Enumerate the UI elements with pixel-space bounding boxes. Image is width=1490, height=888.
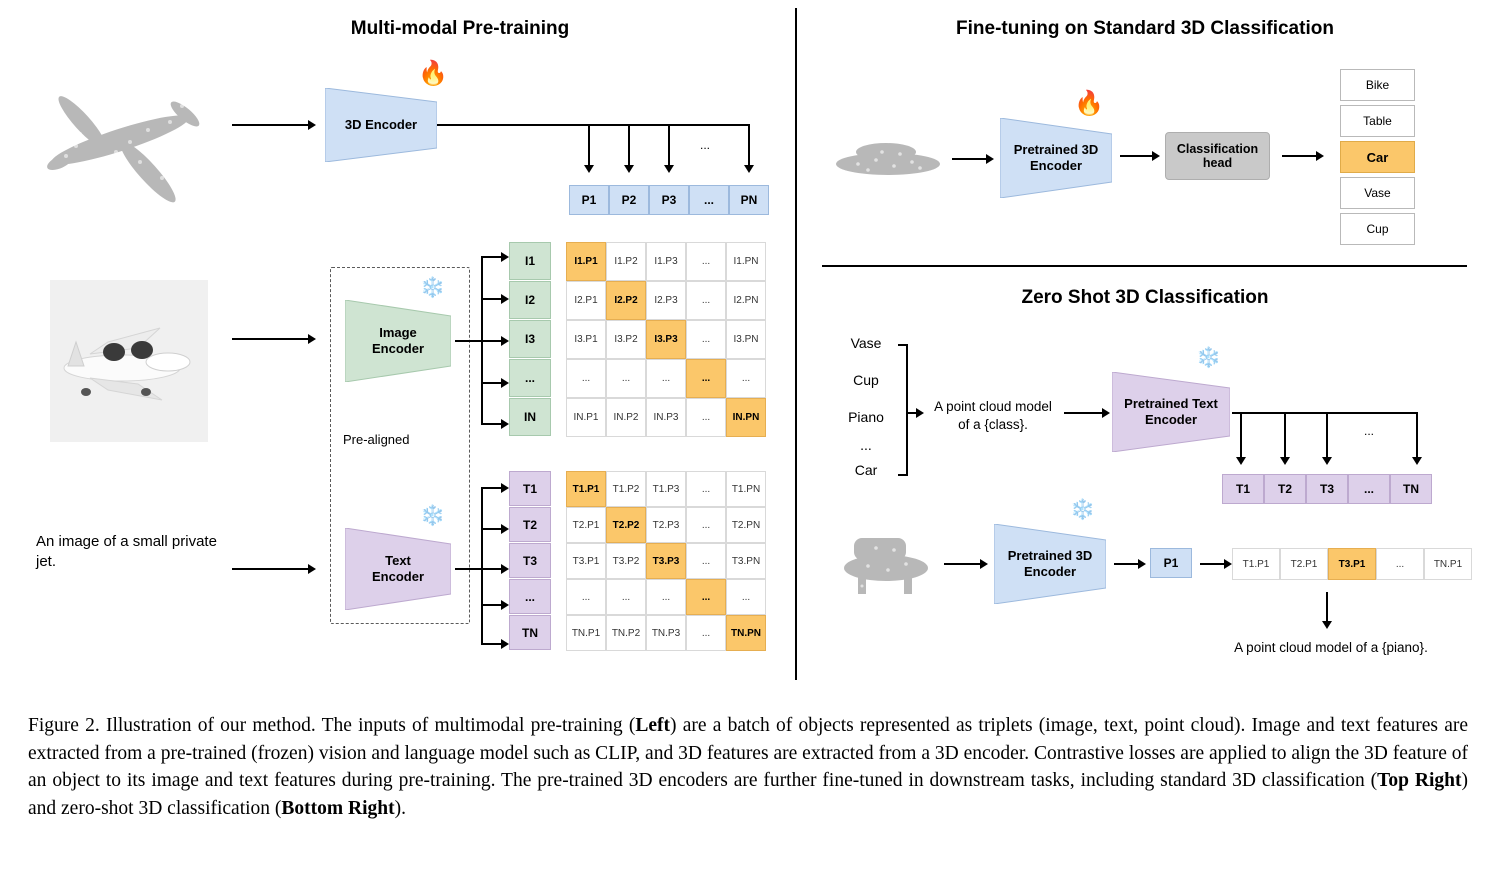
encoder-3d-label: 3D Encoder	[344, 117, 418, 133]
zs-token-dots: ...	[1364, 424, 1375, 438]
classification-head	[1165, 132, 1270, 180]
panel-horizontal-divider	[822, 265, 1467, 267]
pretrained-text-encoder-label: Pretrained Text Encoder	[1124, 396, 1218, 427]
text-point-cell: T3.P1	[566, 543, 606, 579]
class-item-vase[interactable]: Vase	[1340, 177, 1415, 209]
caption-part1: Figure 2. Illustration of our method. The inputs of multimodal pre-training (	[28, 715, 636, 736]
pretrained-3d-encoder-zs	[994, 524, 1106, 604]
branch-i1	[481, 256, 503, 258]
branch-t2	[481, 528, 503, 530]
snowflake-icon-text-encoder-zs: ❄️	[1196, 347, 1221, 369]
pretrained-3d-encoder-label-topright: Pretrained 3D Encoder	[1013, 142, 1099, 173]
branch-i3	[481, 340, 503, 342]
class-item-table[interactable]: Table	[1340, 105, 1415, 137]
image-point-cell: ...	[646, 359, 686, 398]
zeroshot-sim-cell: T3.P1	[1328, 548, 1376, 580]
arrow-car-to-encoder	[952, 158, 988, 160]
image-point-cell: IN.P3	[646, 398, 686, 437]
token-pn: PN	[729, 185, 769, 215]
arrowhead	[501, 600, 509, 610]
snowflake-icon-3d-encoder-zs: ❄️	[1070, 499, 1095, 521]
arrowhead	[1236, 457, 1246, 465]
arrowhead	[1224, 559, 1232, 569]
text-point-cell: T1.P3	[646, 471, 686, 507]
branch-idots	[481, 382, 503, 384]
text-encoder-label: Text Encoder	[371, 553, 424, 584]
arrowhead	[1152, 151, 1160, 161]
image-point-cell: ...	[686, 359, 726, 398]
zs-class-car: Car	[854, 462, 878, 478]
image-point-cell: IN.PN	[726, 398, 766, 437]
zeroshot-sim-cell: T2.P1	[1280, 548, 1328, 580]
drop-p3	[668, 124, 670, 168]
image-point-cell: I3.P1	[566, 320, 606, 359]
text-point-cell: ...	[686, 615, 726, 651]
p-tokens-dots: ...	[700, 138, 711, 152]
zs-class-cup: Cup	[853, 372, 879, 388]
text-point-cell: T2.P1	[566, 507, 606, 543]
zeroshot-result-text: A point cloud model of a {piano}.	[1234, 640, 1428, 655]
class-item-cup[interactable]: Cup	[1340, 213, 1415, 245]
text-encoder	[345, 528, 451, 610]
token-i3: I3	[509, 320, 551, 358]
text-point-cell: T3.P3	[646, 543, 686, 579]
text-point-cell: T1.PN	[726, 471, 766, 507]
text-point-cell: ...	[606, 579, 646, 615]
arrow-encoder-to-head	[1120, 155, 1154, 157]
drop-pn	[748, 124, 750, 168]
zs-token-t1: T1	[1222, 474, 1264, 504]
point-cloud-piano	[828, 520, 938, 600]
arrowhead	[501, 336, 509, 346]
line-image-encoder-out	[455, 340, 483, 342]
caption-part3: ) and zero-shot 3D classification (	[28, 770, 1468, 820]
caption-part4: ).	[394, 798, 406, 820]
branch-t3	[481, 568, 503, 570]
image-point-cell: ...	[686, 281, 726, 320]
image-point-cell: I1.P3	[646, 242, 686, 281]
text-point-cell: T2.PN	[726, 507, 766, 543]
arrow-sim-to-result	[1326, 592, 1328, 624]
arrowhead	[501, 294, 509, 304]
image-point-cell: I2.PN	[726, 281, 766, 320]
arrowhead	[501, 419, 509, 429]
arrowhead	[664, 165, 674, 173]
token-p3: P3	[649, 185, 689, 215]
arrow-image-to-image-encoder	[232, 338, 310, 340]
text-point-cell: TN.P1	[566, 615, 606, 651]
arrowhead	[308, 564, 316, 574]
text-point-cell: ...	[686, 543, 726, 579]
arrow-text-to-text-encoder	[232, 568, 310, 570]
token-i2: I2	[509, 281, 551, 319]
image-point-cell: ...	[606, 359, 646, 398]
arrowhead	[584, 165, 594, 173]
zs-class-dots: ...	[860, 437, 872, 453]
image-point-cell: I3.PN	[726, 320, 766, 359]
text-point-cell: TN.P3	[646, 615, 686, 651]
bus-text-tokens	[481, 487, 483, 644]
left-panel-title: Multi-modal Pre-training	[350, 18, 570, 39]
image-point-cell: ...	[566, 359, 606, 398]
bottomright-panel-title: Zero Shot 3D Classification	[1021, 287, 1269, 308]
bracket-top	[898, 344, 908, 346]
arrowhead	[624, 165, 634, 173]
image-encoder-label: Image Encoder	[371, 325, 424, 356]
token-i1: I1	[509, 242, 551, 280]
text-point-cell: T1.P1	[566, 471, 606, 507]
zs-token-p1: P1	[1150, 548, 1192, 578]
arrowhead	[501, 564, 509, 574]
class-item-bike[interactable]: Bike	[1340, 69, 1415, 101]
caption-bold-topright: Top Right	[1377, 770, 1462, 792]
arrow-head-to-classes	[1282, 155, 1318, 157]
arrow-pointcloud-to-3d-encoder	[232, 124, 310, 126]
arrowhead	[501, 252, 509, 262]
text-point-cell: ...	[726, 579, 766, 615]
image-point-cell: ...	[726, 359, 766, 398]
text-point-cell: ...	[566, 579, 606, 615]
pretrained-3d-encoder-label-zs: Pretrained 3D Encoder	[1007, 548, 1093, 579]
arrowhead	[308, 334, 316, 344]
line-textencoder-to-tokens	[1232, 412, 1418, 414]
panel-vertical-divider	[795, 8, 797, 680]
drop-tn	[1416, 412, 1418, 460]
arrowhead	[916, 408, 924, 418]
text-point-cell: T2.P2	[606, 507, 646, 543]
token-tn: TN	[509, 615, 551, 650]
arrowhead	[744, 165, 754, 173]
pretrained-3d-encoder-topright	[1000, 118, 1112, 198]
image-encoder	[345, 300, 451, 382]
arrowhead	[1412, 457, 1422, 465]
line-3d-encoder-to-ptokens	[437, 124, 750, 126]
zs-token-t2: T2	[1264, 474, 1306, 504]
figure-caption	[28, 712, 1468, 823]
token-t1: T1	[509, 471, 551, 506]
line-text-encoder-out	[455, 568, 483, 570]
class-item-car[interactable]: Car	[1340, 141, 1415, 173]
flame-icon: 🔥	[418, 60, 448, 87]
topright-panel-title: Fine-tuning on Standard 3D Classification	[956, 18, 1334, 39]
drop-t2	[1284, 412, 1286, 460]
token-idots: ...	[509, 359, 551, 397]
point-cloud-airplane	[20, 52, 220, 227]
image-point-cell: ...	[686, 320, 726, 359]
branch-t1	[481, 487, 503, 489]
drop-t1	[1240, 412, 1242, 460]
text-point-cell: T2.P3	[646, 507, 686, 543]
arrowhead	[1102, 408, 1110, 418]
arrow-encoder-to-p1	[1114, 563, 1140, 565]
zs-class-piano: Piano	[848, 409, 884, 425]
text-point-cell: ...	[686, 579, 726, 615]
flame-icon-topright: 🔥	[1074, 90, 1104, 117]
zs-token-tn: TN	[1390, 474, 1432, 504]
arrow-piano-to-encoder	[944, 563, 982, 565]
arrowhead	[308, 120, 316, 130]
arrowhead	[1322, 621, 1332, 629]
encoder-3d	[325, 88, 437, 162]
text-point-cell: ...	[686, 507, 726, 543]
token-t2: T2	[509, 507, 551, 542]
image-point-cell: I2.P1	[566, 281, 606, 320]
arrowhead	[980, 559, 988, 569]
drop-p1	[588, 124, 590, 168]
zs-token-t3: T3	[1306, 474, 1348, 504]
arrow-p1-to-sim	[1200, 563, 1226, 565]
zs-token-tdots: ...	[1348, 474, 1390, 504]
text-point-cell: T1.P2	[606, 471, 646, 507]
text-point-cell: TN.PN	[726, 615, 766, 651]
branch-tn	[481, 643, 503, 645]
branch-i2	[481, 298, 503, 300]
token-p2: P2	[609, 185, 649, 215]
arrow-prompt-to-textencoder	[1064, 412, 1104, 414]
image-point-cell: IN.P2	[606, 398, 646, 437]
text-point-cell: T3.PN	[726, 543, 766, 579]
zeroshot-sim-cell: ...	[1376, 548, 1424, 580]
image-point-cell: I1.PN	[726, 242, 766, 281]
arrowhead	[1316, 151, 1324, 161]
zs-prompt-text: A point cloud model of a {class}.	[934, 399, 1052, 433]
caption-bold-left: Left	[635, 715, 670, 736]
snowflake-icon-image-encoder: ❄️	[420, 277, 445, 299]
image-point-cell: IN.P1	[566, 398, 606, 437]
token-t3: T3	[509, 543, 551, 578]
arrowhead	[986, 154, 994, 164]
pretrained-text-encoder	[1112, 372, 1230, 452]
token-p1: P1	[569, 185, 609, 215]
arrowhead	[501, 483, 509, 493]
image-point-cell: I1.P1	[566, 242, 606, 281]
token-in: IN	[509, 398, 551, 436]
arrowhead	[1280, 457, 1290, 465]
caption-part2: ) are a batch of objects represented as triplets (image, text, point cloud). Image and text features are extracted from a pre-trained (frozen) vision and language model such as CLIP, and 3D features are extracted from a 3D encoder. Contrastive losses are applied to align the 3D feature of an object to its image and text features during pre-training. The pre-trained 3D encoders are further fine-tuned in downstream tasks, including standard 3D classification (	[28, 715, 1468, 792]
bracket-bottom	[898, 474, 908, 476]
branch-tdots	[481, 604, 503, 606]
text-input-caption: An image of a small private jet.	[36, 533, 217, 571]
image-point-cell: I3.P3	[646, 320, 686, 359]
zeroshot-sim-cell: T1.P1	[1232, 548, 1280, 580]
classification-head-label: Classification head	[1176, 142, 1259, 170]
image-point-cell: I2.P2	[606, 281, 646, 320]
arrowhead	[501, 378, 509, 388]
arrowhead	[1138, 559, 1146, 569]
class-bracket	[906, 344, 908, 476]
image-point-cell: I2.P3	[646, 281, 686, 320]
drop-t3	[1326, 412, 1328, 460]
zeroshot-sim-cell: TN.P1	[1424, 548, 1472, 580]
token-tdots: ...	[509, 579, 551, 614]
image-point-cell: I3.P2	[606, 320, 646, 359]
text-point-cell: T3.P2	[606, 543, 646, 579]
arrowhead	[1322, 457, 1332, 465]
text-point-cell: TN.P2	[606, 615, 646, 651]
text-point-cell: ...	[686, 471, 726, 507]
drop-p2	[628, 124, 630, 168]
snowflake-icon-text-encoder: ❄️	[420, 505, 445, 527]
text-point-cell: ...	[646, 579, 686, 615]
token-pdots: ...	[689, 185, 729, 215]
pre-aligned-label: Pre-aligned	[343, 432, 410, 447]
image-point-cell: ...	[686, 398, 726, 437]
arrowhead	[501, 639, 509, 649]
point-cloud-car	[828, 130, 948, 190]
image-point-cell: ...	[686, 242, 726, 281]
caption-bold-bottomright: Bottom Right	[281, 798, 395, 820]
branch-in	[481, 423, 503, 425]
image-thumbnail-jet	[50, 280, 208, 442]
image-point-cell: I1.P2	[606, 242, 646, 281]
zs-class-vase: Vase	[850, 335, 882, 351]
arrowhead	[501, 524, 509, 534]
